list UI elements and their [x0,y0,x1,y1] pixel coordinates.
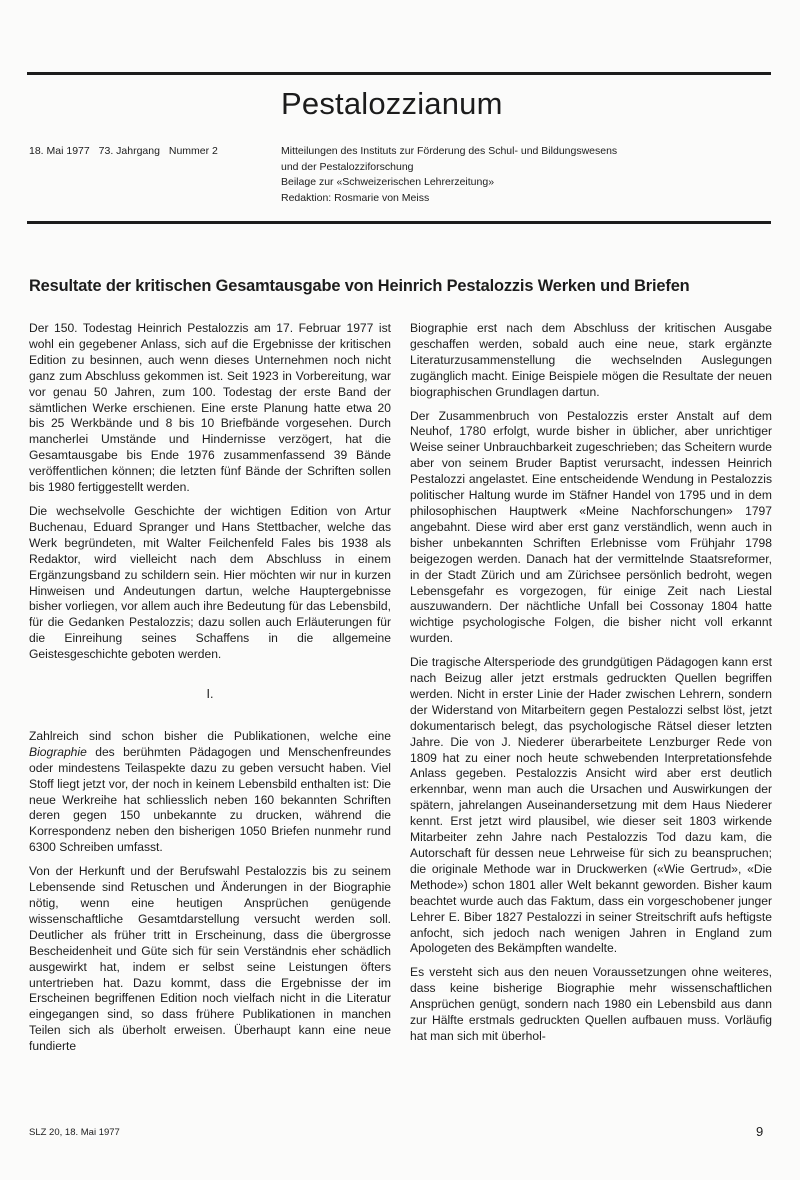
article-paragraph: Der Zusammenbruch von Pestalozzis erster Anstalt auf dem Neuhof, 1780 erfolgt, wurde bisher in üblicher, aber unrichtiger Weise seiner Unbrauchbarkeit zugeschrieben; das Scheitern wurde aber von seinem Bruder Baptist verursacht, indessen Heinrich Pestalozzi angelastet. Eine entscheidende Wendung in Pestalozzis politischer Haltung wurde im Stäfner Handel von 1795 und in dem philosophischen Hauptwerk «Meine Nachforschungen» 1797 angebahnt. Diese wird aber erst ganz verständlich, wenn auch in bisher unbekannten Schriften Erlebnisse vom Frühjahr 1798 beigezogen werden. Danach hat der vermittelnde Staatsreformer, in der Stadt Zürich und am Zürichsee persönlich bedroht, wegen Lebensgefahr es vorgezogen, für einige Zeit nach Liestal auszuwandern. Der nächtliche Unfall bei Cossonay 1804 hatte wichtige psychologische Folgen, die bisher nicht voll erkannt wurden. [410,408,772,646]
article-paragraph: Die tragische Altersperiode des grundgütigen Pädagogen kann erst nach Beizug aller jetzt erstmals gedruckten Quellen begriffen werden. Nicht in erster Linie der Hader zwischen Lehrern, sondern der Widerstand von Mitarbeitern gegen Pestalozzi selbst löst, jetzt dokumentarisch belegt, das psychologische Rätsel dieser letzten Jahre. Die von J. Niederer überarbeitete Lenzburger Rede von 1809 hat zu einer noch heute schwebenden Interpretationsfehde Anlass gegeben. Pestalozzis Ansicht wird aber erst deutlich erkennbar, wenn man auch die Ursachen und Auswirkungen der spätern, jahrelangen Auseinandersetzung mit dem Haus Niederer kennt. Erst jetzt wird plausibel, wie dieser seit 1803 wirkende Mitarbeiter zehn Jahre nach Pestalozzis Tod dazu kam, die Autorschaft für dessen neue Lehrweise für sich zu beanspruchen; die originale Methode war in Druckwerken («Wie Gertrud», «Die Methode») schon 1801 aller Welt bekannt geworden. Bisher kaum beachtet wurde auch das Faktum, dass ein vorgeschobener junger Lehrer E. Biber 1827 Pestalozzi in seiner Streitschrift aufs heftigste anfocht, sich jedoch nach wenigen Jahren in England zum Apologeten des Bekämpften wandelte. [410,655,772,956]
masthead-description [281,144,617,206]
paragraph-text: des berühmten Pädagogen und Menschenfreundes oder mindestens Teilaspekte dazu zu geben versucht haben. Viel Stoff liegt jetzt vor, der noch in keinem Lebensbild enthalten ist: Die neue Werkreihe hat schliesslich neben 160 bekannten Schriften deren gegen 150 unbekannte zu drucken, während die Korrespondenz neben den bisherigen 1050 Briefen nunmehr rund 6300 Schreiben umfasst. [29,744,391,855]
masthead-top-rule [27,72,771,75]
article-title: Resultate der kritischen Gesamtausgabe von Heinrich Pestalozzis Werken und Briefen [29,277,690,295]
page-number: 9 [756,1124,764,1139]
issue-volume: 73. Jahrgang [98,145,160,157]
masthead-line: Beilage zur «Schweizerischen Lehrerzeitung» [281,176,495,188]
article-column-right [410,321,772,1053]
issue-number: Nummer 2 [168,145,218,157]
article-paragraph: Von der Herkunft und der Berufswahl Pestalozzis bis zu seinem Lebensende sind Retuschen und Änderungen in der Biographie nötig, wenn eine heutigen Ansprüchen genügende wissenschaftliche Gesamtdarstellung versucht werden soll. Deutlicher als früher tritt in Erscheinung, dass die übergrosse Bescheidenheit und Güte sich für sein Verständnis eher schädlich ausgewirkt hat, indem er selbst seine Leistungen öfters untertrieben hat. Dazu kommt, dass die Ergebnisse der im Erscheinen begriffenen Edition noch vielfach nicht in die Literatur eingegangen sind, so dass frühere Publikationen in manchen Teilen sich als überholt erweisen. Überhaupt kann eine neue fundierte [29,864,391,1054]
article-paragraph: Es versteht sich aus den neuen Voraussetzungen ohne weiteres, dass keine bisherige Biographie mehr wissenschaftlichen Ansprüchen genügt, sondern nach 1980 ein Lebensbild aus dann zur Hälfte erstmals gedruckten Quellen aufbauen muss. Vorläufig hat man sich mit überhol- [410,965,772,1043]
article-paragraph [29,729,391,856]
masthead-title: Pestalozzianum [281,86,503,121]
masthead-editor-line: Redaktion: Rosmarie von Meiss [281,191,430,204]
article-paragraph: Biographie erst nach dem Abschluss der kritischen Ausgabe geschaffen werden, sobald auch eine neue, stark ergänzte Literaturzusammenstellung die wechselnden Auslegungen zugänglich macht. Einige Beispiele mögen die Resultate der neuen biographischen Grundlagen dartun. [410,321,772,399]
masthead-bottom-rule [27,221,771,224]
issue-date: 18. Mai 1977 [29,145,90,157]
italic-term: Biographie [29,744,87,759]
article-paragraph: Der 150. Todestag Heinrich Pestalozzis am 17. Februar 1977 ist wohl ein gegebener Anlass, sich auf die Ergebnisse der kritischen Edition zu besinnen, auch wenn dieses Unternehmen noch nicht ganz zum Abschluss gekommen ist. Seit 1923 in Vorbereitung, war vor genau 50 Jahren, zum 100. Todestag der erste Band der sämtlichen Werke erschienen. Eine erste Planung hatte etwa 20 bis 25 Werkbände und 8 bis 10 Briefbände vorgesehen. Durch mancherlei Umstände und Hindernisse verzögert, hat die Gesamtausgabe bis Ende 1976 zusammenfassend 39 Bände veröffentlichen können; die letzten fünf Bände der Schriften sollen bis 1980 fertiggestellt werden. [29,321,391,495]
paragraph-text: Zahlreich sind schon bisher die Publikationen, welche eine [29,728,391,743]
issue-line [29,145,224,157]
section-numeral: I. [206,687,214,702]
masthead-line: und der Pestalozziforschung [281,160,414,173]
masthead-line: Mitteilungen des Instituts zur Förderung des Schul- und Bildungswesens [281,145,618,157]
article-paragraph: Die wechselvolle Geschichte der wichtigen Edition von Artur Buchenau, Eduard Spranger und Hans Stettbacher, welche das Werk begründeten, mit Walter Feilchenfeld Fales bis 1938 als Redaktor, wird vielleicht nach dem Abschluss in einem Ergänzungsband zu schildern sein. Hier möchten wir nur in kurzen Hinweisen und Andeutungen dartun, welche Hauptergebnisse bisher vorliegen, vor allem auch ihre Bedeutung für das Lebensbild, für die Gedanken Pestalozzis; dazu sollen auch Erläuterungen für die Einreihung seines Schaffens in die allgemeine Geistesgeschichte geboten werden. [29,503,391,662]
article-column-left [29,321,391,1063]
footer-source: SLZ 20, 18. Mai 1977 [29,1127,120,1138]
